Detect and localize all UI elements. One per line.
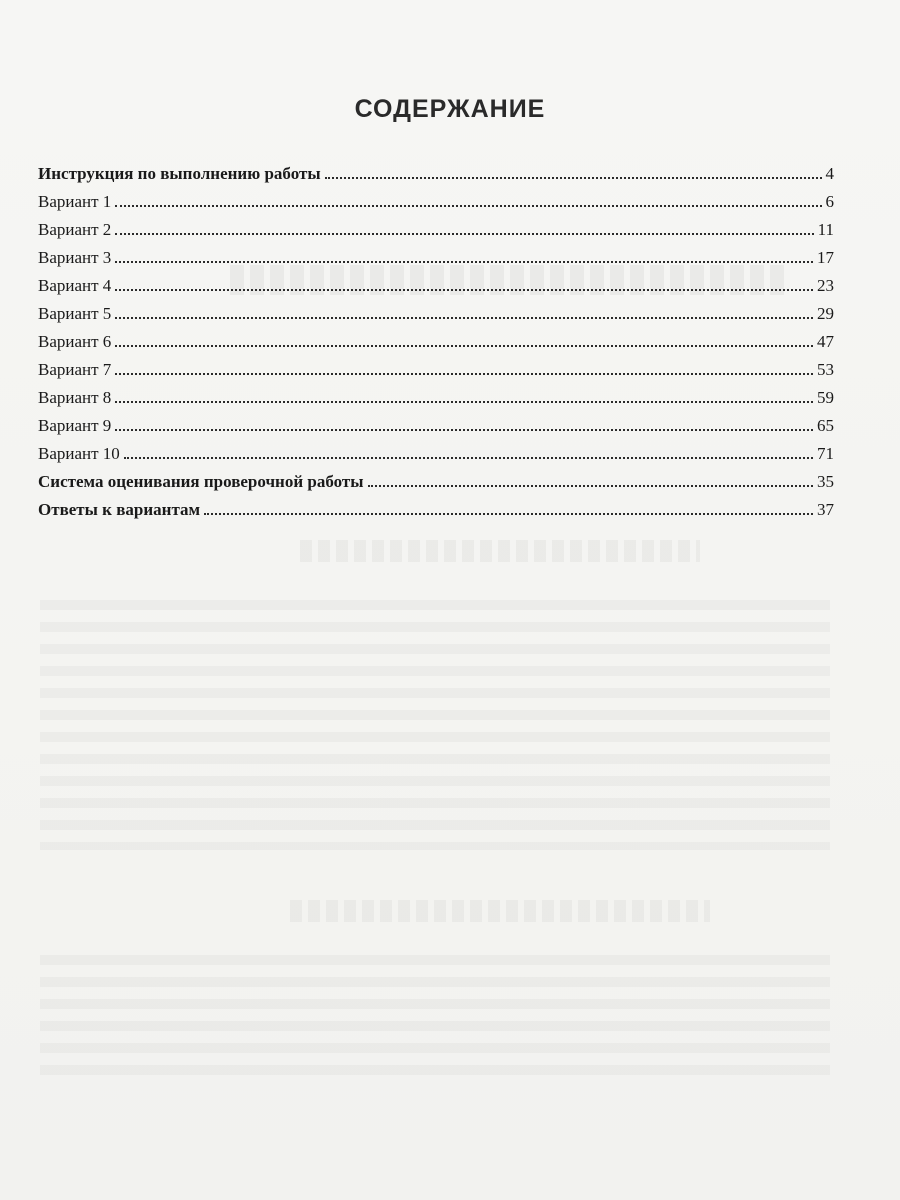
- toc-entry-page-number: 6: [825, 192, 834, 211]
- toc-entry[interactable]: [38, 244, 834, 272]
- toc-entry-page-number: 59: [817, 388, 834, 407]
- toc-entry[interactable]: [38, 216, 834, 244]
- toc-entry-label: Инструкция по выполнению работы: [38, 164, 321, 183]
- toc-entry[interactable]: [38, 384, 834, 412]
- bleed-through-heading-2: [300, 540, 700, 562]
- bleed-through-text-block: [40, 600, 830, 850]
- toc-entry[interactable]: [38, 412, 834, 440]
- toc-leader-dots: [115, 428, 813, 431]
- toc-entry-page-number: 37: [817, 500, 834, 519]
- toc-entry-label: Вариант 9: [38, 416, 112, 435]
- toc-leader-dots: [115, 372, 813, 375]
- toc-leader-dots: [325, 176, 822, 179]
- toc-entry-label: Вариант 10: [38, 444, 120, 463]
- toc-entry-page-number: 35: [817, 472, 834, 491]
- toc-entry-page-number: 47: [817, 332, 834, 351]
- page-title: СОДЕРЖАНИЕ: [354, 95, 546, 123]
- toc-leader-dots: [115, 316, 813, 319]
- toc-entry-page-number: 11: [817, 220, 834, 239]
- toc-entry-page-number: 53: [817, 360, 834, 379]
- toc-leader-dots: [115, 400, 813, 403]
- toc-entry[interactable]: [38, 328, 834, 356]
- toc-entry-page-number: 4: [825, 164, 834, 183]
- toc-entry-label: Вариант 2: [38, 220, 112, 239]
- toc-entry-label: Вариант 6: [38, 332, 112, 351]
- toc-entry[interactable]: [38, 300, 834, 328]
- toc-entry-label: Вариант 7: [38, 360, 112, 379]
- toc-leader-dots: [115, 232, 813, 235]
- toc-entry-label: Вариант 8: [38, 388, 112, 407]
- toc-leader-dots: [115, 204, 821, 207]
- toc-entry-label: Вариант 3: [38, 248, 112, 267]
- bleed-through-text-block-2: [40, 955, 830, 1075]
- toc-entry[interactable]: [38, 440, 834, 468]
- toc-leader-dots: [115, 260, 813, 263]
- toc-entry-page-number: 17: [817, 248, 834, 267]
- toc-entry[interactable]: [38, 160, 834, 188]
- toc-entry-page-number: 65: [817, 416, 834, 435]
- toc-entry[interactable]: [38, 272, 834, 300]
- table-of-contents: [38, 160, 834, 524]
- toc-entry-label: Вариант 1: [38, 192, 112, 211]
- toc-leader-dots: [115, 288, 813, 291]
- toc-entry-page-number: 29: [817, 304, 834, 323]
- toc-entry-label: Вариант 4: [38, 276, 112, 295]
- toc-entry-page-number: 71: [817, 444, 834, 463]
- toc-entry-page-number: 23: [817, 276, 834, 295]
- toc-entry[interactable]: [38, 496, 834, 524]
- toc-entry[interactable]: [38, 356, 834, 384]
- toc-leader-dots: [124, 456, 813, 459]
- toc-leader-dots: [204, 512, 813, 515]
- toc-entry[interactable]: [38, 468, 834, 496]
- toc-entry[interactable]: [38, 188, 834, 216]
- toc-entry-label: Система оценивания проверочной работы: [38, 472, 364, 491]
- bleed-through-heading-3: [290, 900, 710, 922]
- toc-leader-dots: [368, 484, 814, 487]
- toc-leader-dots: [115, 344, 813, 347]
- toc-entry-label: Ответы к вариантам: [38, 500, 201, 519]
- toc-entry-label: Вариант 5: [38, 304, 112, 323]
